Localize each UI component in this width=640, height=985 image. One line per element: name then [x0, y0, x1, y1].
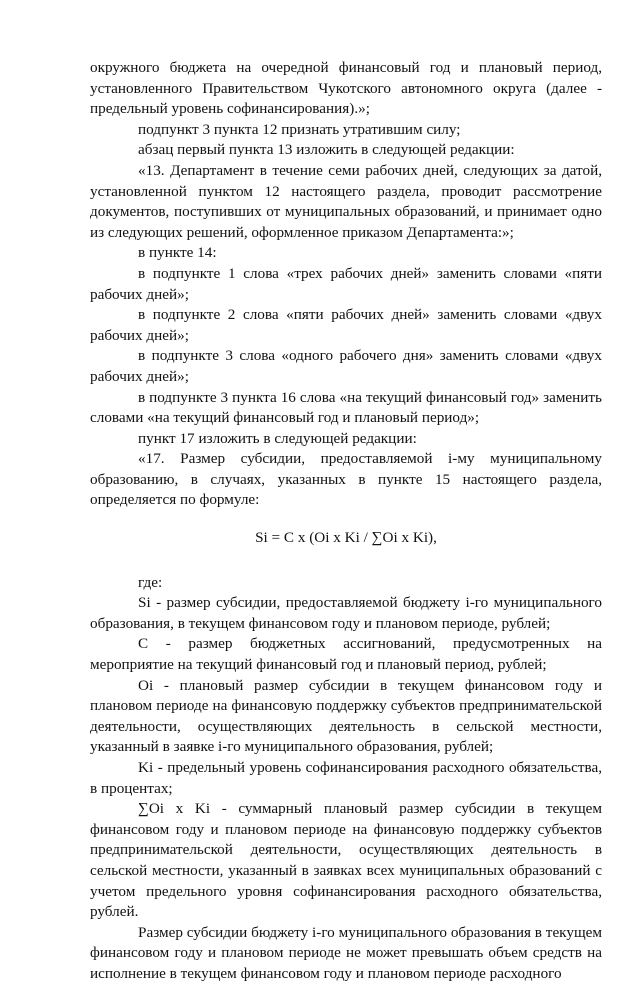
paragraph: в пункте 14:: [138, 244, 217, 262]
paragraph: окружного бюджета на очередной финансовый год и плановый период, установленного Правительством Чукотского автономного округа (далее - предельный уровень софинансирования).»;: [90, 59, 602, 118]
paragraph: в подпункте 1 слова «трех рабочих дней» заменить словами «пяти рабочих дней»;: [90, 264, 602, 303]
paragraph: «13. Департамент в течение семи рабочих дней, следующих за датой, установленной пунктом 12 настоящего раздела, проводит рассмотрение документов, поступивших от муниципальных образований, и принимает одно из следующих решений, оформленное приказом Департамента:»;: [90, 161, 602, 241]
paragraph: Ki - предельный уровень софинансирования расходного обязательства, в процентах;: [90, 759, 602, 797]
paragraph: «17. Размер субсидии, предоставляемой i-му муниципальному образованию, в случаях, указанных в пункте 15 настоящего раздела, определяется по формуле:: [90, 450, 602, 509]
paragraph: Oi - плановый размер субсидии в текущем финансовом году и плановом периоде на финансовую поддержку субъектов предпринимательской деятельности, осуществляющих деятельность в сельской местности, указанный в заявке i-го муниципального образования, рублей;: [90, 676, 602, 756]
paragraph: в подпункте 3 пункта 16 слова «на текущий финансовый год» заменить словами «на текущий финансовый год и плановый период»;: [90, 388, 602, 427]
paragraph: пункт 17 изложить в следующей редакции:: [138, 429, 417, 447]
paragraph: в подпункте 2 слова «пяти рабочих дней» заменить словами «двух рабочих дней»;: [90, 306, 602, 344]
paragraph: Si - размер субсидии, предоставляемой бюджету i-го муниципального образования, в текущем финансовом году и плановом периоде, рублей;: [90, 594, 602, 632]
paragraph: абзац первый пункта 13 изложить в следующей редакции:: [138, 141, 515, 159]
paragraph: ∑Oi x Ki - суммарный плановый размер субсидии в текущем финансовом году и плановом периоде на финансовую поддержку субъектов предпринимательской деятельности, осуществляющих деятельность в сельской местности, указанный в заявках всех муниципальных образований с учетом предельного уровня софинансирования расходного обязательства, рублей.: [90, 800, 602, 921]
paragraph: Размер субсидии бюджету i-го муниципального образования в текущем финансовом году и плановом периоде не может превышать объем средств на исполнение в текущем финансовом году и плановом периоде расходного: [90, 923, 602, 982]
paragraph: в подпункте 3 слова «одного рабочего дня» заменить словами «двух рабочих дней»;: [90, 347, 602, 385]
subsidy-formula: Si = C x (Oi x Ki / ∑Oi x Ki),: [255, 529, 437, 547]
document-page: [90, 58, 602, 985]
paragraph: C - размер бюджетных ассигнований, предусмотренных на мероприятие на текущий финансовый год и плановый период, рублей;: [90, 635, 602, 674]
paragraph: где:: [138, 573, 163, 591]
paragraph: подпункт 3 пункта 12 признать утратившим силу;: [138, 120, 461, 138]
